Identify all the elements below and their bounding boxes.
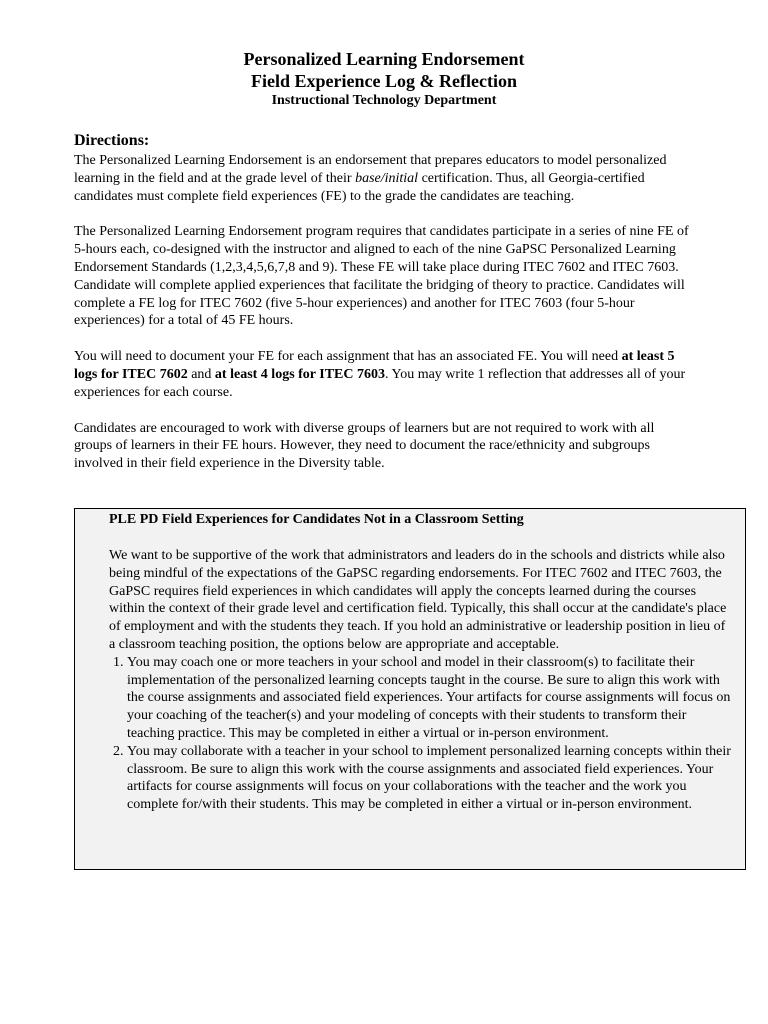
callout-title: PLE PD Field Experiences for Candidates Not in a Classroom Setting xyxy=(109,512,524,527)
directions-paragraph-1 xyxy=(74,152,694,205)
p3-text-a: You will need to document your FE for each assignment that has an associated FE. You will need xyxy=(74,349,622,365)
p3-bold-7602: at least 5 logs for ITEC 7602 xyxy=(74,349,675,382)
document-page xyxy=(74,48,694,491)
p3-bold-7603: at least 4 logs for ITEC 7603 xyxy=(214,366,385,382)
directions-paragraph-2: The Personalized Learning Endorsement program requires that candidates participate in a series of nine FE of 5-hours each, co-designed with the instructor and aligned to each of the nine GaPSC Personalized Learning Endorsement Standards (1,2,3,4,5,6,7,8 and 9). These FE will take place during ITEC 7602 and ITEC 7603. Candidate will complete applied experiences that facilitate the bridging of theory to practice. Candidates will complete a FE log for ITEC 7602 (five 5-hour experiences) and another for ITEC 7603 (four 5-hour experiences) for a total of 45 FE hours. xyxy=(74,224,689,329)
document-title-line1: Personalized Learning Endorsement xyxy=(243,49,525,69)
p1-text-b: certification. Thus, all Georgia-certified candidates must complete field experiences (FE) to the grade the candidates are teaching. xyxy=(74,170,645,204)
non-classroom-callout-box xyxy=(74,508,746,870)
p1-italic-text: base/initial xyxy=(355,170,419,186)
p3-text-c: . You may write 1 reflection that addresses all of your experiences for each course. xyxy=(74,366,686,400)
callout-options-list xyxy=(109,654,733,814)
directions-paragraph-4: Candidates are encouraged to work with diverse groups of learners but are not required to work with all groups of learners in their FE hours. However, they need to document the race/ethnicity and subgroups involved in their field experience in the Diversity table. xyxy=(74,420,655,472)
document-title-line2: Field Experience Log & Reflection xyxy=(251,71,517,91)
department-name: Instructional Technology Department xyxy=(271,93,497,108)
callout-option-2: 2. You may collaborate with a teacher in your school to implement personalized learning concepts within their classroom. Be sure to align this work with the course assignments and associated field experiences. Your artifacts for course assignments will focus on your collaborations with the teacher and the work you complete for/with their students. This may be completed in either a virtual or in-person environment. xyxy=(127,743,733,814)
p1-text-a: The Personalized Learning Endorsement is an endorsement that prepares educators to model personalized learning in the field and at the grade level of their xyxy=(74,153,667,186)
directions-heading: Directions: xyxy=(74,132,150,149)
callout-option-1: 1. You may coach one or more teachers in your school and model in their classroom(s) to facilitate their implementation of the personalized learning concepts taught in the course. Be sure to align this work with the course assignments and associated field experiences. Your artifacts for course assignments will focus on your coaching of the teacher(s) and your modeling of concepts with their students to transform their teaching practice. This may be completed in either a virtual or in-person environment. xyxy=(127,654,733,743)
callout-intro: We want to be supportive of the work that administrators and leaders do in the schools and districts while also being mindful of the expectations of the GaPSC regarding endorsements. For ITEC 7602 and ITEC 7603, the GaPSC requires field experiences in which candidates will apply the concepts learned during the courses within the context of their grade level and certification field. Typically, this shall occur at the candidate's place of employment and with the students they teach. If you hold an administrative or leadership position in lieu of a classroom teaching position, the options below are appropriate and acceptable. xyxy=(109,548,727,652)
directions-paragraph-3 xyxy=(74,348,694,401)
p3-text-b: and xyxy=(187,366,215,382)
